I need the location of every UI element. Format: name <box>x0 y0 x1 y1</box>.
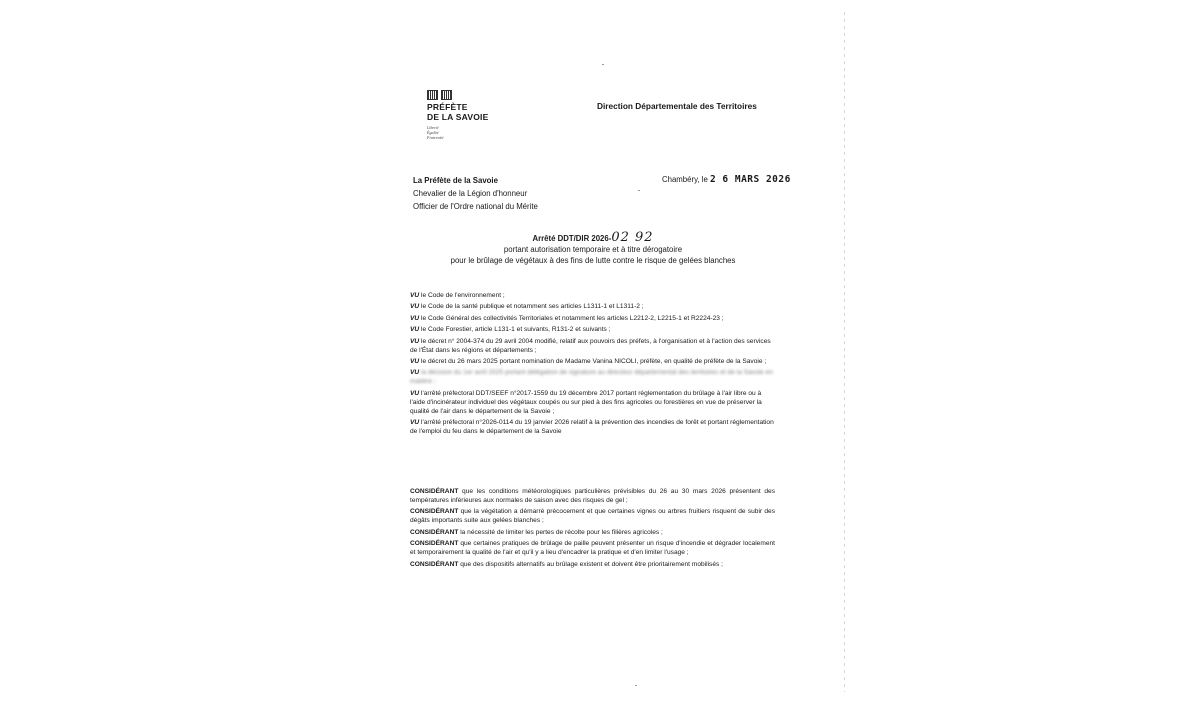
vu-item <box>410 302 775 311</box>
considerant-item-text: que les conditions météorologiques particulières prévisibles du 26 au 30 mars 2026 présentent des températures inférieures aux normales de saison avec des risques de gel ; <box>410 488 775 504</box>
scan-speck <box>638 190 640 191</box>
vu-item-text: le Code Forestier, article L131-1 et suivants, R131-2 et suivants ; <box>419 326 611 334</box>
vu-item-keyword: VU <box>410 326 420 334</box>
signatory-honor-1: Chevalier de la Légion d'honneur <box>413 189 528 198</box>
considerant-item <box>410 528 775 537</box>
date-stamp: 2 6 MARS 2026 <box>709 174 791 185</box>
scan-edge-line <box>844 12 845 692</box>
scan-speck <box>635 685 637 686</box>
vu-item <box>410 418 775 436</box>
considerant-item-text: que des dispositifs alternatifs au brûlage existent et doivent être prioritairement mobilisés ; <box>458 560 723 568</box>
vu-item <box>410 389 775 416</box>
considerant-item <box>410 487 775 505</box>
place-and-date <box>662 174 791 185</box>
republic-motto <box>427 125 507 140</box>
vu-item <box>410 368 775 386</box>
vu-item <box>410 357 775 366</box>
vu-item-keyword: VU <box>410 337 420 345</box>
vu-item-keyword: VU <box>410 292 420 299</box>
department-heading: Direction Départementale des Territoires <box>597 101 757 111</box>
considerant-item-keyword: CONSIDÉRANT <box>410 528 459 536</box>
considerant-item-keyword: CONSIDÉRANT <box>410 488 459 495</box>
considerant-item <box>410 507 775 525</box>
considerant-item-keyword: CONSIDÉRANT <box>410 508 459 516</box>
decree-handwritten-number: 02 92 <box>611 230 654 245</box>
considerant-item-keyword: CONSIDÉRANT <box>410 560 459 568</box>
considerant-item-text: que la végétation a démarré précocement et que certaines vignes ou arbres fruitiers risquent de subir des dégâts importants suite aux gelées blanches ; <box>410 508 775 525</box>
vu-item-text: l'arrêté préfectoral n°2026-0114 du 19 janvier 2026 relatif à la prévention des incendies de forêt et portant réglementation de l'emploi du feu dans le département de la Savoie <box>410 419 774 436</box>
considerant-item <box>410 539 775 557</box>
signatory-honor-2: Officier de l'Ordre national du Mérite <box>413 202 538 211</box>
vu-item-keyword: VU <box>410 419 420 427</box>
vu-item-keyword: VU <box>410 369 420 377</box>
vu-item-text: le décret du 26 mars 2025 portant nomination de Madame Vanina NICOLI, préfète, en qualité de préfète de la Savoie ; <box>419 357 767 365</box>
signatory-title: La Préfète de la Savoie <box>413 176 498 185</box>
vu-item-keyword: VU <box>410 389 420 397</box>
vu-item-keyword: VU <box>410 314 420 322</box>
vu-item-keyword: VU <box>410 357 420 365</box>
vu-item <box>410 314 775 323</box>
place-text: Chambéry, le <box>662 175 708 184</box>
vu-item-keyword: VU <box>410 303 420 311</box>
decree-reference <box>413 232 773 244</box>
considerant-list <box>410 487 775 571</box>
vu-item-text: le Code de la santé publique et notamment ses articles L1311-1 et L1311-2 ; <box>419 303 644 311</box>
vu-item-text: le Code Général des collectivités Territoriales et notamment les articles L2212-2, L2215-1 et R2224-23 ; <box>419 314 724 322</box>
considerant-item-keyword: CONSIDÉRANT <box>410 540 459 548</box>
motto-liberte: Liberté <box>427 125 439 130</box>
prefecture-logo <box>427 90 507 140</box>
considerant-item <box>410 560 775 569</box>
prefecture-name-line2: DE LA SAVOIE <box>427 112 489 122</box>
decree-title <box>413 232 773 266</box>
decree-subtitle-1: portant autorisation temporaire et à titre dérogatoire <box>503 245 683 254</box>
scan-speck <box>602 64 604 65</box>
vu-list <box>410 291 775 439</box>
considerant-item-text: que certaines pratiques de brûlage de paille peuvent présenter un risque d'incendie et dégrader localement et temporairement la qualité de l'air et qu'il y a lieu d'encadrer la pratique et d'en limiter l'usage ; <box>410 540 775 557</box>
decree-prefix: Arrêté DDT/DIR 2026- <box>532 234 612 243</box>
vu-item <box>410 337 775 355</box>
vu-item-text: l'arrêté préfectoral DDT/SEEF n°2017-1559 du 19 décembre 2017 portant réglementation du brûlage à l'air libre ou à l'aide d'incinérateur individuel des végétaux coupés ou sur pied à des fins agricoles ou forestières en vue de préserver la qualité de l'air dans le département de la Savoie ; <box>410 389 762 415</box>
vu-item <box>410 291 775 300</box>
decree-subtitle-2: pour le brûlage de végétaux à des fins de lutte contre le risque de gelées blanches <box>450 256 736 265</box>
marianne-emblem-icon <box>427 90 507 100</box>
signatory-block <box>413 174 538 213</box>
vu-item <box>410 325 775 334</box>
vu-item-text: le décret n° 2004-374 du 29 avril 2004 modifié, relatif aux pouvoirs des préfets, à l'organisation et à l'action des services de l'État dans les régions et départements ; <box>410 337 771 354</box>
considerant-item-text: la nécessité de limiter les pertes de récolte pour les filières agricoles ; <box>458 528 663 536</box>
motto-egalite: Égalité <box>427 130 439 135</box>
vu-item-text: la décision du 1er avril 2025 portant délégation de signature au directeur départemental des territoires et de la Savoie en matière ; <box>410 369 773 386</box>
motto-fraternite: Fraternité <box>427 135 444 140</box>
prefecture-name-line1: PRÉFÈTE <box>427 102 468 112</box>
vu-item-text: le Code de l'environnement ; <box>419 292 505 299</box>
